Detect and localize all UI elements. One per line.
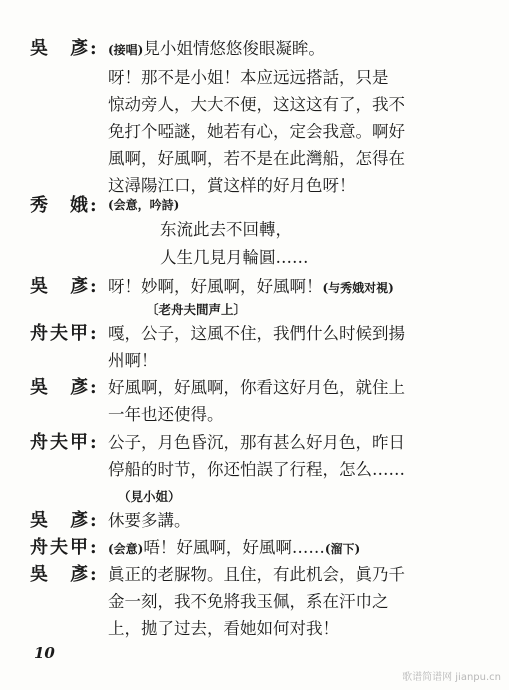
speaker-name: 秀 娥: [30, 195, 99, 216]
speaker-name: 吳 彥: [30, 377, 99, 398]
dialogue-text [108, 429, 470, 483]
dialogue-entry [30, 429, 470, 483]
stage-direction: (接唱) [108, 43, 144, 57]
dialogue-line: 一年也还使得。 [108, 405, 224, 424]
speaker-name: 舟夫甲: [30, 432, 99, 453]
stage-direction: (会意，吟詩) [108, 198, 180, 212]
dialogue-text [108, 534, 470, 563]
dialogue-entry [30, 507, 470, 534]
dialogue-line: 休要多講。 [108, 511, 191, 530]
dialogue-line: 这潯陽江口，賞这样的好月色呀！ [108, 176, 356, 195]
speaker-name: 吳 彥: [30, 510, 99, 531]
speaker-name: 舟夫甲: [30, 537, 99, 558]
dialogue-line: (会意)唔！好風啊，好風啊……(溜下) [108, 538, 361, 557]
dialogue-line: 公子，月色昏沉，那有甚么好月色，昨日 [108, 433, 405, 452]
dialogue-text [108, 192, 470, 219]
stage-direction: 〔老舟夫間声上〕 [146, 302, 247, 317]
dialogue-entry [30, 374, 470, 428]
dialogue-line: 眞正的老脲物。且住，有此机会，眞乃千 [108, 565, 405, 584]
dialogue-line: 呀！妙啊，好風啊，好風啊！(与秀娥对視) [108, 277, 394, 296]
stage-direction: (会意) [108, 542, 144, 556]
dialogue-line: 州啊！ [108, 351, 158, 370]
speaker-name: 吳 彥: [30, 564, 99, 585]
dialogue-line: 免打个啞謎，她若有心，定会我意。啊好 [108, 122, 405, 141]
dialogue-text [108, 35, 470, 199]
dialogue-text [108, 507, 470, 534]
watermark: 歌谱简谱网 jianpu.cn [402, 672, 501, 683]
dialogue-line: 好風啊，好風啊，你看这好月色，就住上 [108, 378, 405, 397]
dialogue-line: 風啊，好風啊，若不是在此灣船，怎得在 [108, 149, 405, 168]
dialogue-text [108, 273, 470, 302]
speaker-name: 吳 彥: [30, 38, 99, 59]
verse-block [160, 216, 309, 272]
verse-line: 东流此去不回轉， [160, 220, 292, 239]
dialogue-text [108, 561, 470, 642]
dialogue-entry [30, 273, 470, 302]
dialogue-text [108, 320, 470, 374]
dialogue-entry [30, 35, 470, 199]
dialogue-line: 嘎，公子，这風不住，我們什么时候到揚 [108, 324, 405, 343]
stage-direction: （見小姐） [118, 489, 181, 504]
dialogue-entry [30, 561, 470, 642]
stage-direction: (与秀娥对視) [322, 281, 394, 295]
speaker-name: 吳 彥: [30, 276, 99, 297]
dialogue-line: (接唱)見小姐情悠悠俊眼凝眸。 [108, 39, 325, 58]
stage-direction: (溜下) [324, 542, 361, 556]
dialogue-entry [30, 534, 470, 563]
dialogue-line: 金一刻，我不免將我玉佩，系在汗巾之 [108, 592, 389, 611]
page-number: 10 [34, 644, 55, 662]
dialogue-entry [30, 320, 470, 374]
dialogue-text [108, 374, 470, 428]
dialogue-line: 停船的时节，你还怕誤了行程，怎么…… [108, 460, 405, 479]
verse-line: 人生几見月輪圓…… [160, 248, 309, 267]
speaker-name: 舟夫甲: [30, 323, 99, 344]
dialogue-entry [30, 192, 470, 219]
dialogue-line: 惊动旁人，大大不便，这这这有了，我不 [108, 95, 405, 114]
dialogue-line: 上，拋了过去，看她如何对我！ [108, 619, 339, 638]
dialogue-line: 呀！那不是小姐！本应远远搭話，只是 [108, 68, 389, 87]
